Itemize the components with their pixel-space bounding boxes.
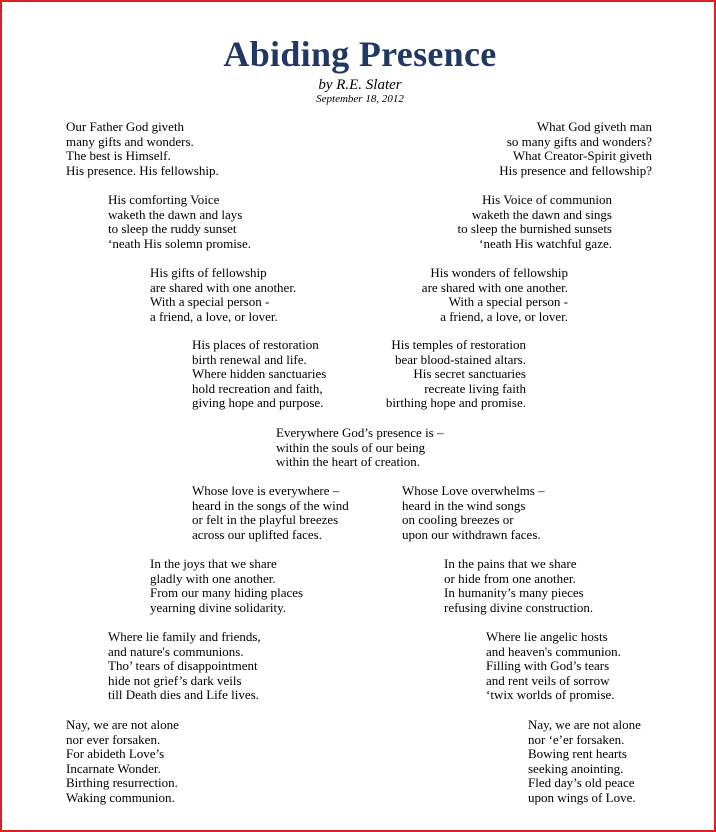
poem-line: or felt in the playful breezes [192, 512, 339, 528]
poem-line: In the joys that we share [150, 556, 277, 571]
poem-line: His gifts of fellowship [150, 265, 267, 280]
poem-line: Our Father God giveth [66, 119, 185, 134]
poem-line: gladly with one another. [150, 570, 276, 586]
stanza-3-right [422, 266, 568, 324]
poem-line: on cooling breezes or [402, 512, 514, 528]
poem-line: yearning divine solidarity. [150, 599, 286, 615]
poem-line: waketh the dawn and sings [471, 206, 612, 222]
poem-line: What God giveth man [536, 119, 652, 134]
poem-line: ‘twix worlds of promise. [486, 687, 615, 703]
poem-line: His secret sanctuaries [413, 366, 526, 382]
poem-line: Where lie angelic hosts [486, 629, 608, 644]
poem-line: are shared with one another. [421, 279, 568, 295]
poem-line: recreate living faith [424, 380, 526, 396]
poem-line: a friend, a love, or lover. [440, 308, 568, 324]
poem-line: upon our withdrawn faces. [402, 526, 541, 542]
poem-line: Nay, we are not alone [528, 717, 641, 732]
stanza-center [276, 426, 444, 470]
poem-line: His wonders of fellowship [430, 265, 568, 280]
poem-line: Where hidden sanctuaries [192, 366, 327, 382]
stanza-2-right [457, 193, 612, 251]
poem-line: so many gifts and wonders? [506, 133, 652, 149]
poem-line: waketh the dawn and lays [108, 206, 243, 222]
poem-line: nor ever forsaken. [66, 731, 161, 747]
poem-line: within the souls of our being [276, 439, 426, 455]
stanza-8-left [66, 718, 179, 806]
poem-line: With a special person - [150, 294, 270, 310]
poem-line: His temples of restoration [391, 337, 526, 352]
poem-line: Fled day’s old peace [528, 775, 635, 791]
stanza-5-right [402, 484, 545, 542]
stanza-6-left [150, 557, 303, 615]
poem-line: hold recreation and faith, [192, 380, 323, 396]
poem-line: heard in the songs of the wind [192, 497, 349, 513]
stanza-3-left [150, 266, 296, 324]
poem-title: Abiding Presence [223, 34, 497, 74]
poem-line: His comforting Voice [108, 192, 220, 207]
poem-line: many gifts and wonders. [66, 133, 194, 149]
poem-line: to sleep the burnished sunsets [457, 221, 612, 237]
stanza-7-right [486, 630, 621, 703]
poem-line: Birthing resurrection. [66, 775, 178, 791]
poem-line: For abideth Love’s [66, 746, 165, 762]
poem-line: In humanity’s many pieces [444, 585, 584, 601]
poem-line: bear blood-stained altars. [394, 351, 526, 367]
stanza-7-left [108, 630, 261, 703]
poem-line: and rent veils of sorrow [486, 672, 610, 688]
stanza-5-left [192, 484, 349, 542]
poem-line: His presence and fellowship? [499, 162, 652, 178]
poem-date: September 18, 2012 [316, 93, 404, 105]
poem-line: and nature's communions. [108, 643, 244, 659]
poem-line: to sleep the ruddy sunset [108, 221, 237, 237]
poem-line: hide not grief’s dark veils [108, 672, 242, 688]
poem-line: birthing hope and promise. [385, 395, 526, 411]
poem-line: Bowing rent hearts [528, 746, 627, 762]
poem-line: Tho’ tears of disappointment [108, 658, 258, 674]
poem-line: Filling with God’s tears [486, 658, 610, 674]
poem-line: Waking communion. [66, 789, 175, 805]
poem-line: Whose love is everywhere – [192, 483, 340, 498]
stanza-1-right [499, 120, 652, 178]
stanza-2-left [108, 193, 251, 251]
poem-line: His places of restoration [192, 337, 319, 352]
poem-line: Everywhere God’s presence is – [276, 425, 444, 440]
poem-line: heard in the wind songs [402, 497, 526, 513]
poem-line: ‘neath His watchful gaze. [479, 235, 612, 251]
poem-line: a friend, a love, or lover. [150, 308, 278, 324]
poem-line: ‘neath His solemn promise. [108, 235, 251, 251]
poem-line: His Voice of communion [482, 192, 612, 207]
poem-line: or hide from one another. [444, 570, 576, 586]
poem-line: His presence. His fellowship. [66, 162, 219, 178]
stanza-8-right [528, 718, 641, 806]
stanza-4-left [192, 338, 326, 411]
poem-line: With a special person - [448, 294, 568, 310]
poem-line: The best is Himself. [66, 148, 171, 164]
poem-line: Incarnate Wonder. [66, 760, 161, 776]
poem-line: From our many hiding places [150, 585, 304, 601]
poem-line: birth renewal and life. [192, 351, 307, 367]
poem-line: giving hope and purpose. [192, 395, 324, 411]
poem-line: are shared with one another. [150, 279, 297, 295]
poem-line: What Creator-Spirit giveth [512, 148, 652, 164]
stanza-1-left [66, 120, 219, 178]
poem-line: till Death dies and Life lives. [108, 687, 259, 703]
poem-line: across our uplifted faces. [192, 526, 322, 542]
stanza-6-right [444, 557, 593, 615]
stanza-4-right [386, 338, 526, 411]
poem-line: nor ‘e’er forsaken. [528, 731, 625, 747]
poem-line: and heaven's communion. [486, 643, 621, 659]
poem-line: Where lie family and friends, [108, 629, 261, 644]
poem-author: by R.E. Slater [318, 77, 402, 93]
poem-line: seeking anointing. [528, 760, 624, 776]
poem-line: In the pains that we share [444, 556, 577, 571]
poem-line: within the heart of creation. [276, 454, 421, 470]
poem-line: Nay, we are not alone [66, 717, 179, 732]
poem-line: refusing divine construction. [444, 599, 594, 615]
poem-line: Whose Love overwhelms – [402, 483, 545, 498]
poem-line: upon wings of Love. [528, 789, 636, 805]
